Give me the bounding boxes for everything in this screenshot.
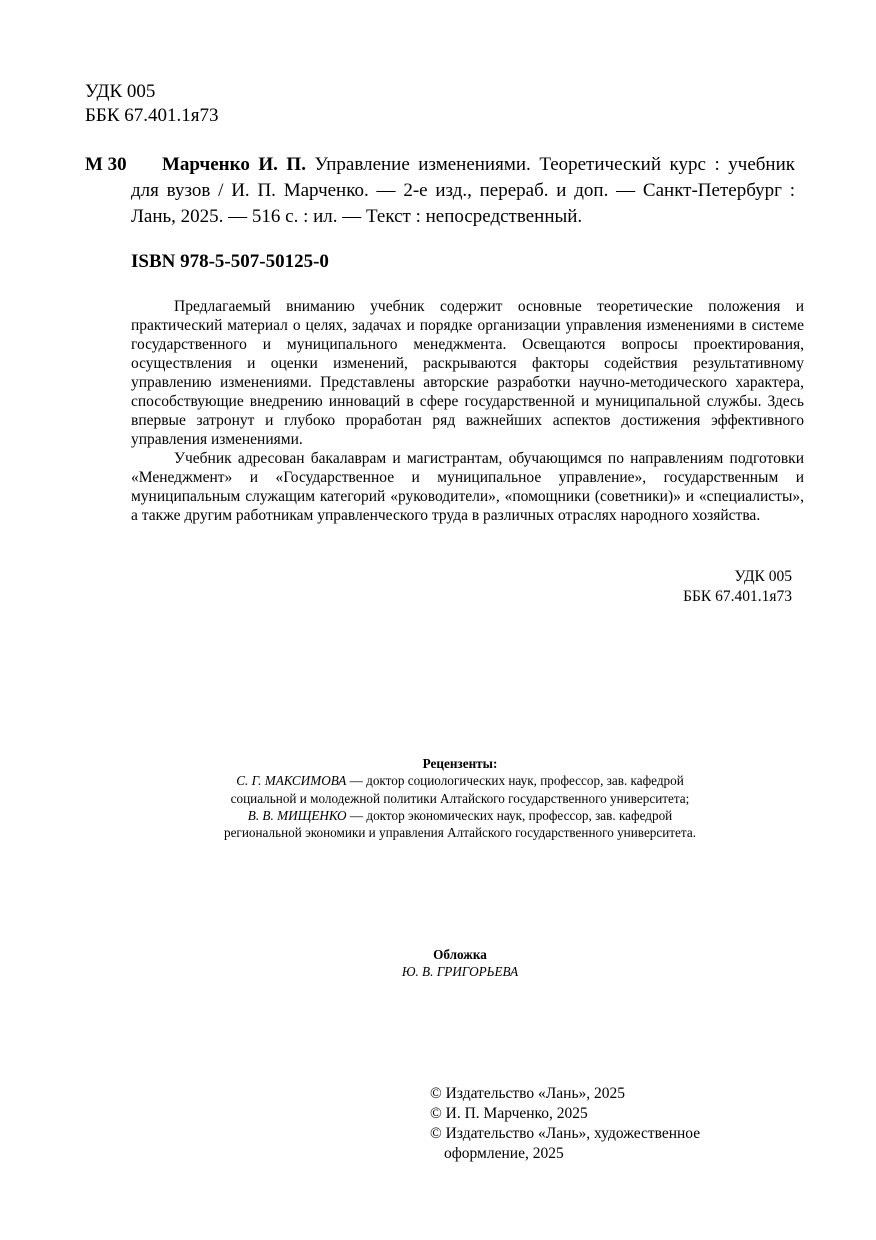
udk-block-right [600, 567, 792, 607]
reviewer-1-name: С. Г. МАКСИМОВА [236, 773, 347, 789]
abstract-paragraph-2: Учебник адресован бакалаврам и магистрантам, обучающимся по направлениям подготовки «Менеджмент» и «Государственное и муниципальное управление», государственным и муниципальным служащим категорий «руководители», «помощники (советники)» и «специалисты», а также другим работникам управленческого труда в различных отраслях народного хозяйства. [131, 450, 804, 524]
cover-designer: Ю. В. ГРИГОРЬЕВА [401, 964, 519, 980]
reviewer-2-title: — доктор экономических наук, профессор, зав. кафедрой [346, 807, 673, 823]
reviewer-1-affiliation: социальной и молодежной политики Алтайского государственного университета; [230, 790, 690, 806]
bbk-code-right: ББК 67.401.1я73 [683, 588, 792, 605]
author-name: Марченко И. П. [162, 154, 306, 175]
copyright-line-1: © Издательство «Лань», 2025 [430, 1085, 626, 1102]
reviewer-1-title: — доктор социологических наук, профессор, зав. кафедрой [346, 773, 684, 789]
reviewer-1 [160, 772, 760, 789]
udk-block-top [85, 80, 218, 128]
bbk-code: ББК 67.401.1я73 [85, 105, 219, 126]
reviewers-heading: Рецензенты: [422, 756, 498, 771]
isbn: ISBN 978-5-507-50125-0 [131, 251, 329, 272]
abstract-paragraph-1: Предлагаемый вниманию учебник содержит основные теоретические положения и практический материал о целях, задачах и порядке организации управления изменениями в системе государственного и муниципального менеджмента. Освещаются вопросы проектирования, осуществления и оценки изменений, раскрываются факторы содействия результативному управлению изменениями. Представлены авторские разработки научно-методического характера, способствующие внедрению инноваций в сфере государственной и муниципальной службы. Здесь впервые затронут и глубоко проработан ряд важнейших аспектов достижения эффективного управления изменениями. [131, 298, 804, 448]
reviewer-2-affiliation: региональной экономики и управления Алтайского государственного университета. [223, 825, 696, 841]
cover-heading: Обложка [433, 947, 487, 962]
copyright-line-3: © Издательство «Лань», художественное [430, 1125, 701, 1142]
cover-credit [260, 946, 660, 981]
reviewers-block [160, 755, 760, 841]
udk-code: УДК 005 [85, 81, 156, 102]
abstract [131, 297, 804, 525]
copyright-line-2: © И. П. Марченко, 2025 [430, 1105, 588, 1122]
reviewer-2 [160, 807, 760, 824]
author-sign: М 30 [85, 154, 127, 175]
reviewer-2-name: В. В. МИЩЕНКО [247, 807, 347, 823]
bibliographic-entry [85, 152, 795, 230]
copyright-block [430, 1084, 700, 1164]
description-text: Управление изменениями. Теоретический курс : учебник для вузов / И. П. Марченко. — 2-е изд., перераб. и доп. — Санкт-Петербург : Лань, 2025. — 516 с. : ил. — Текст : непосредственный. [131, 154, 795, 227]
udk-code-right: УДК 005 [734, 568, 792, 585]
copyright-line-4: оформление, 2025 [444, 1145, 564, 1162]
bibliographic-description [131, 152, 795, 230]
